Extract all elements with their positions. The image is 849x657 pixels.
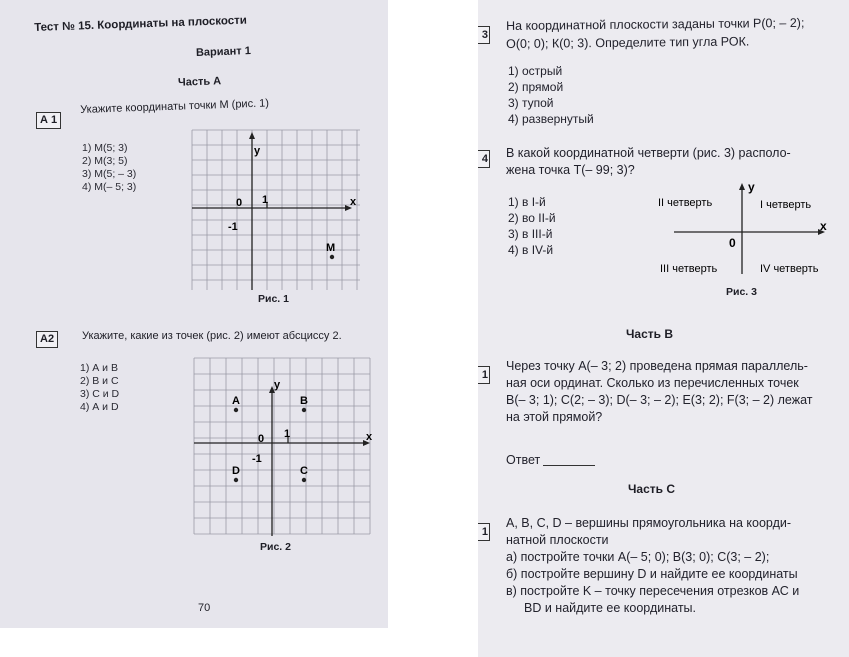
quadrant-3-label: III четверть: [660, 263, 718, 275]
text-line: BD и найдите ее координаты.: [524, 601, 697, 615]
point-d-label: D: [232, 465, 240, 477]
option: 4) развернутый: [508, 112, 594, 126]
text-line: натной плоскости: [506, 533, 609, 547]
unit-label: 1: [284, 428, 291, 440]
figure-2-grid: [190, 354, 376, 540]
point-m: [330, 255, 334, 259]
y-axis-label: y: [748, 180, 755, 194]
task-c1-text: [506, 515, 799, 617]
task-a4-label: 4: [478, 150, 490, 168]
y-arrow: [249, 132, 255, 139]
option: 2) прямой: [508, 80, 564, 94]
text-line: а) постройте точки А(– 5; 0); В(3; 0); С(3; – 2);: [506, 550, 770, 564]
option: 3) М(5; – 3): [82, 168, 137, 180]
task-a4-question-line-1: В какой координатной четверти (рис. 3) располо-: [506, 146, 791, 160]
task-a3-question-line-2: О(0; 0); К(0; 3). Определите тип угла РОК.: [506, 34, 750, 51]
text-line: Через точку А(– 3; 2) проведена прямая параллель-: [506, 359, 808, 373]
part-b-title: Часть В: [626, 327, 674, 341]
text-line: ная оси ординат. Сколько из перечисленных точек: [506, 376, 799, 390]
option: 3) С и D: [80, 388, 120, 400]
task-a3-question-line-1: На координатной плоскости заданы точки Р(0; – 2);: [506, 15, 805, 33]
text-line: А, В, С, D – вершины прямоугольника на коорди-: [506, 516, 792, 530]
figure-1-caption: Рис. 1: [258, 293, 289, 305]
task-a4-question-line-2: жена точка Т(– 99; 3)?: [506, 163, 635, 177]
answer-field[interactable]: [506, 452, 595, 468]
answer-label: Ответ: [506, 453, 541, 467]
quadrant-1-label: I четверть: [760, 199, 812, 211]
y-arrow: [739, 183, 745, 190]
minus-one-label: -1: [228, 221, 238, 233]
part-a-title: Часть А: [177, 75, 222, 89]
option: 1) острый: [508, 64, 563, 78]
figure-3-caption: Рис. 3: [726, 286, 757, 298]
figure-1-grid: [188, 124, 374, 294]
figure-3-quadrants: [654, 178, 849, 278]
variant-title: Вариант 1: [195, 45, 252, 59]
point-c: [302, 478, 306, 482]
point-m-label: М: [326, 242, 336, 254]
x-axis-label: x: [350, 196, 357, 208]
task-b1-text: [506, 358, 813, 426]
point-a-label: A: [232, 395, 240, 407]
text-line: В(– 3; 1); С(2; – 3); D(– 3; – 2); Е(3; 2); F(3; – 2) лежат: [506, 393, 813, 407]
option: 4) М(– 5; 3): [82, 181, 137, 193]
origin-label: 0: [729, 236, 736, 250]
origin-label: 0: [236, 197, 243, 209]
part-c-title: Часть С: [628, 482, 676, 496]
test-header: Тест № 15. Координаты на плоскости: [34, 14, 248, 34]
option: 2) во II-й: [508, 211, 556, 225]
point-b: [302, 408, 306, 412]
grid-lines: [194, 358, 370, 534]
option: 1) М(5; 3): [82, 142, 128, 154]
task-a2-options: [80, 362, 119, 414]
page-number: 70: [198, 602, 211, 614]
option: 3) тупой: [508, 96, 554, 110]
text-line: на этой прямой?: [506, 410, 603, 424]
option: 1) А и В: [80, 362, 118, 374]
task-a1-label: А 1: [36, 112, 61, 129]
quadrant-2-label: II четверть: [658, 197, 713, 209]
answer-blank[interactable]: [543, 465, 595, 466]
task-a2-question: Укажите, какие из точек (рис. 2) имеют абсциссу 2.: [82, 330, 342, 342]
point-d: [234, 478, 238, 482]
task-a1-options: [82, 142, 136, 194]
task-a3-options: [508, 63, 594, 127]
right-page: [478, 0, 849, 657]
text-line: б) постройте вершину D и найдите ее координаты: [506, 567, 798, 581]
task-a1-question: Укажите координаты точки М (рис. 1): [80, 97, 270, 116]
y-axis-label: y: [274, 379, 281, 391]
option: 4) А и D: [80, 401, 119, 413]
point-c-label: C: [300, 465, 308, 477]
point-a: [234, 408, 238, 412]
task-a3-label: 3: [478, 26, 490, 44]
task-a2-label: А2: [36, 331, 58, 348]
origin-label: 0: [258, 433, 265, 445]
figure-2-caption: Рис. 2: [260, 541, 291, 553]
option: 2) В и С: [80, 375, 119, 387]
task-c1-label: 1: [478, 523, 490, 541]
x-axis-label: x: [366, 431, 373, 443]
minus-one-label: -1: [252, 453, 262, 465]
grid-lines: [192, 130, 360, 290]
unit-label: 1: [262, 194, 269, 206]
option: 2) М(3; 5): [82, 155, 128, 167]
task-a4-options: [508, 194, 556, 258]
option: 3) в III-й: [508, 227, 553, 241]
y-axis-label: y: [254, 145, 261, 157]
task-b1-label: 1: [478, 366, 490, 384]
x-axis-label: x: [820, 219, 827, 233]
quadrant-4-label: IV четверть: [760, 263, 819, 275]
left-page: [0, 0, 388, 628]
option: 4) в IV-й: [508, 243, 554, 257]
option: 1) в I-й: [508, 195, 546, 209]
text-line: в) постройте K – точку пересечения отрезков АС и: [506, 584, 800, 598]
point-b-label: B: [300, 395, 308, 407]
